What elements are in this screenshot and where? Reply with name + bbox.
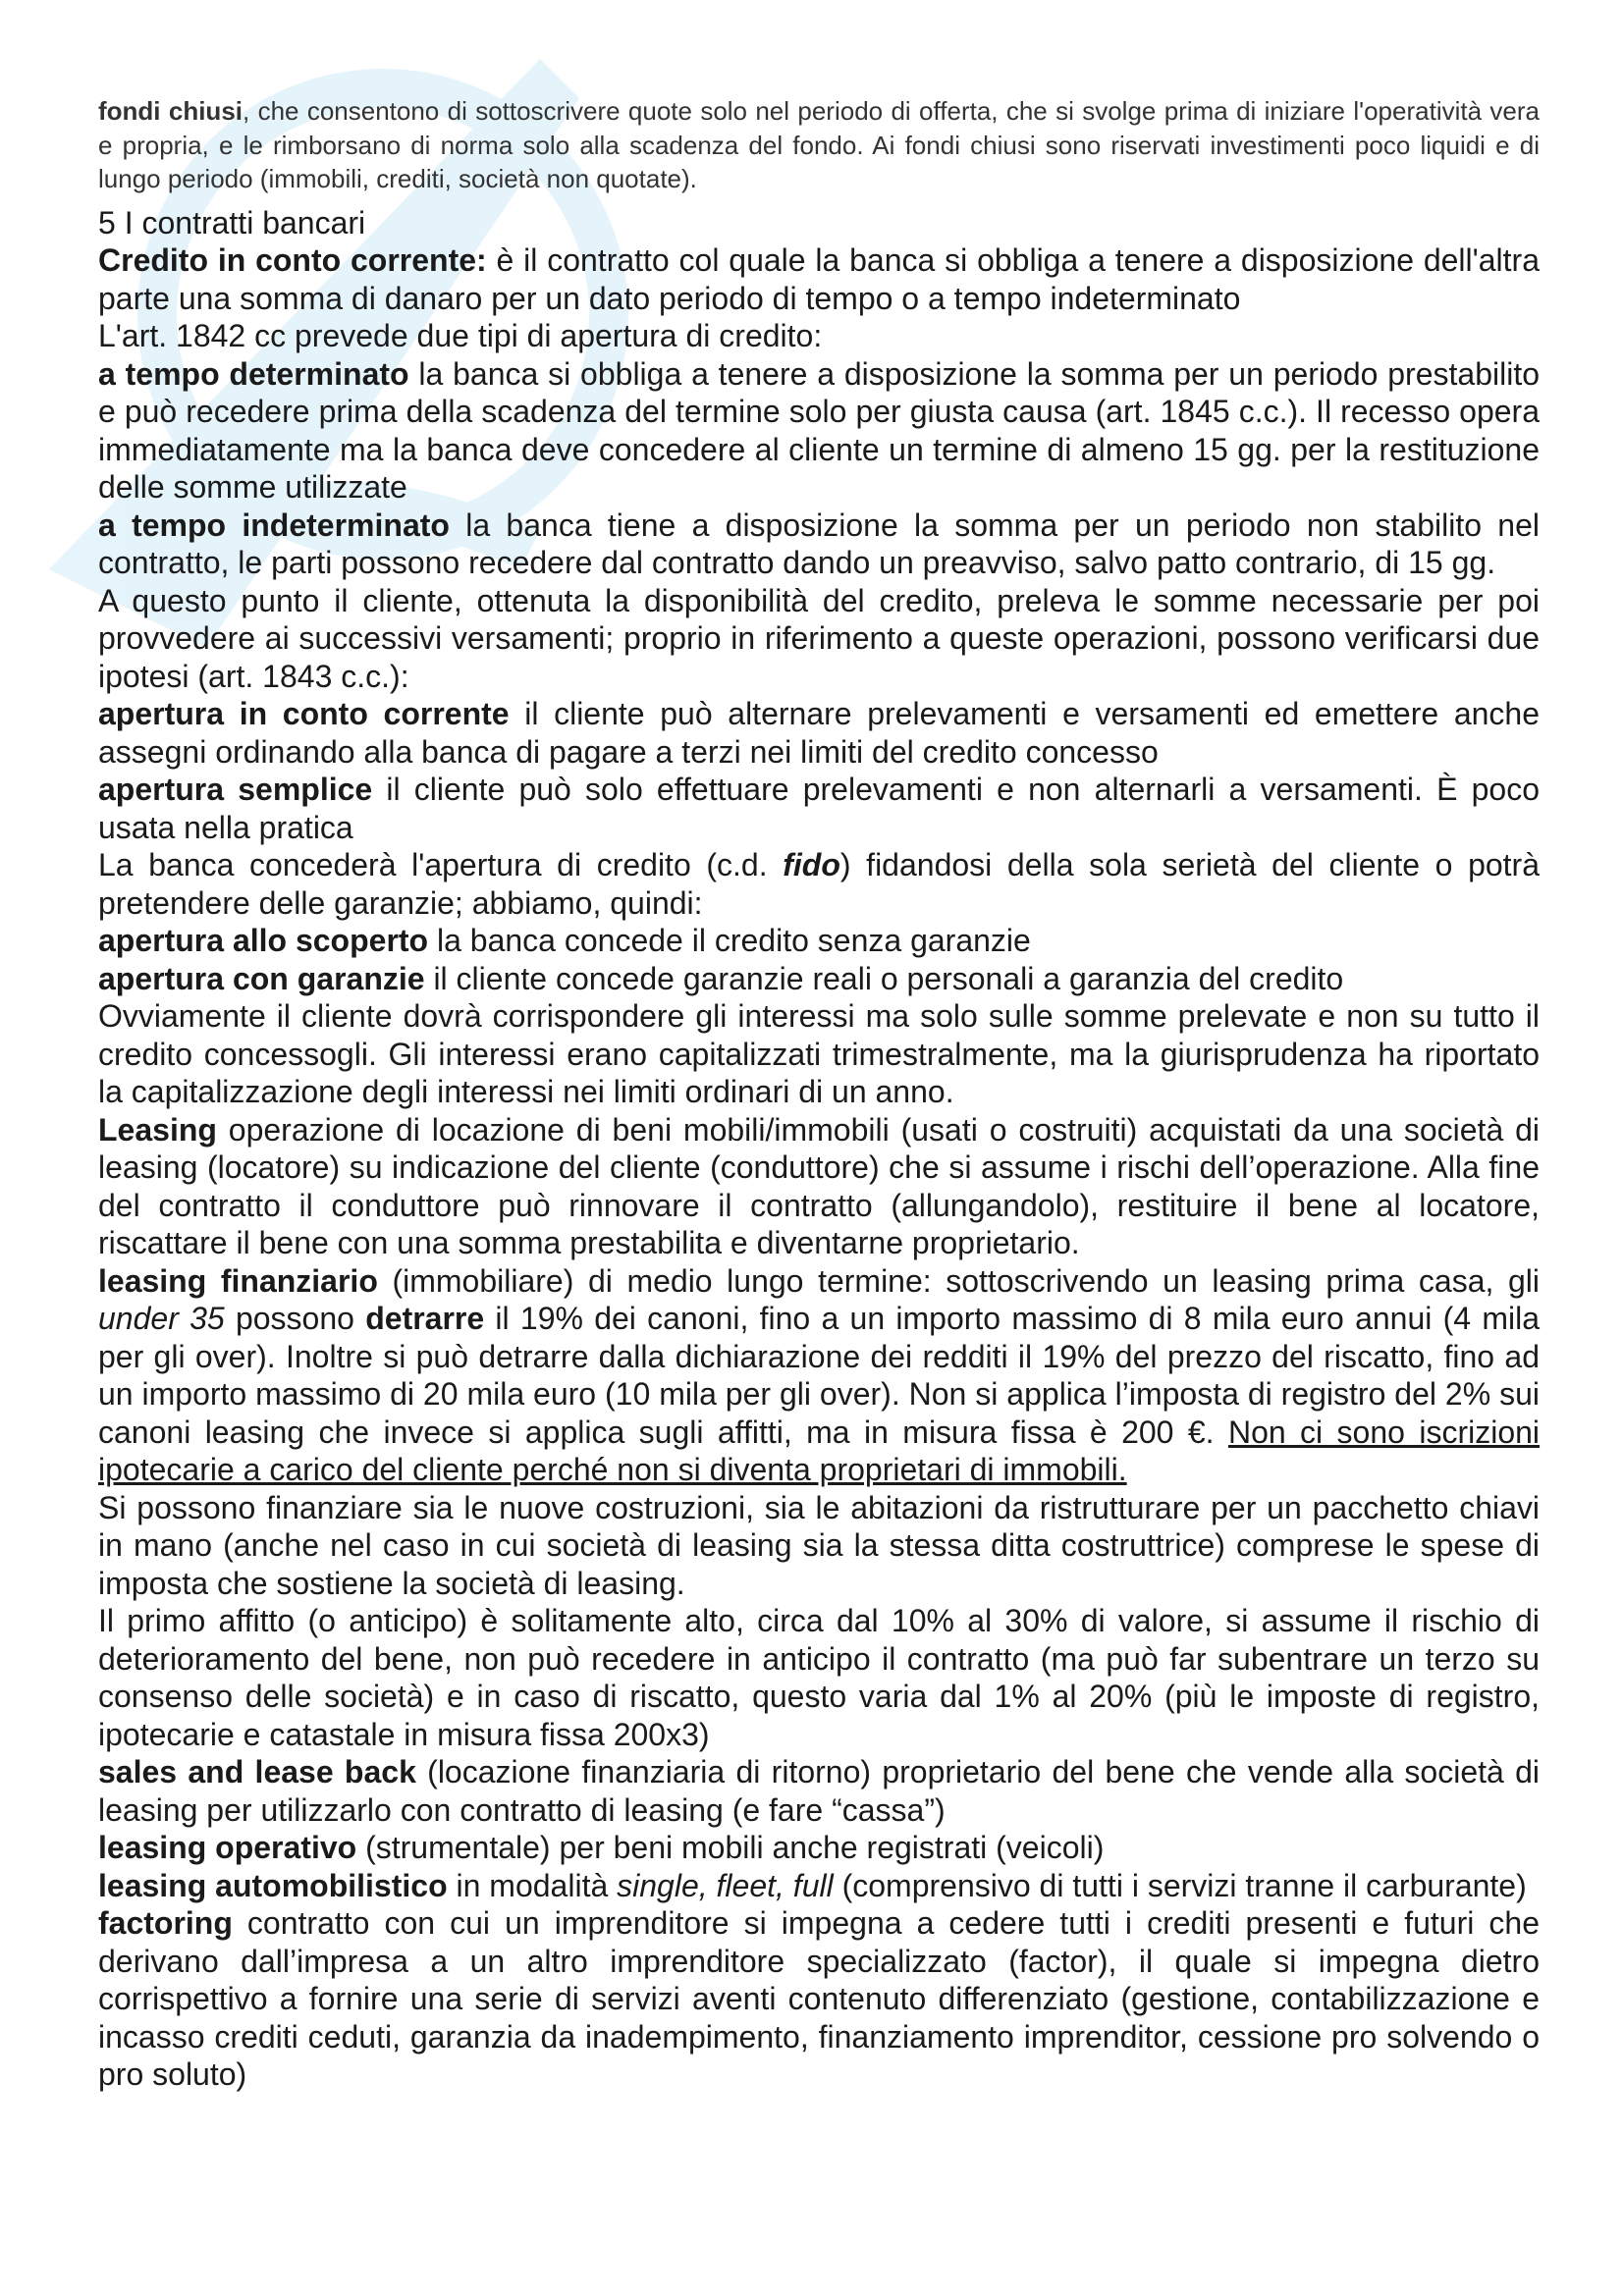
paragraph-leasing-finanziario [98, 1262, 1540, 1489]
credito-text: è il contratto col quale la banca si obbliga a tenere a disposizione dell'altra parte una somma di danaro per un dato periodo di tempo o a tempo indeterminato [98, 242, 1541, 316]
leasing-fin-text-1: (immobiliare) di medio lungo termine: sottoscrivendo un leasing prima casa, gli [377, 1262, 1541, 1299]
term-leasing-finanziario: leasing finanziario [98, 1262, 378, 1299]
term-apertura-semplice: apertura semplice [98, 772, 373, 807]
factoring-text: contratto con cui un imprenditore si impegna a cedere tutti i crediti presenti e futuri che derivano dall’impresa a un altro imprenditore specializzato (factor), il quale si impegna dietro corrispettivo a fornire una serie di servizi aventi contenuto differenziato (gestione, contabilizzazione e incasso crediti ceduti, garanzia da inadempimento, finanziamento imprenditor, cessione pro solvendo o pro soluto) [98, 1905, 1540, 2092]
paragraph-leasing-automobilistico [98, 1867, 1540, 1905]
apertura-cc-text: il cliente può alternare prelevamenti e versamenti ed emettere anche assegni ordinando alla banca di pagare a terzi nei limiti del credito concesso [98, 696, 1541, 770]
intro-paragraph [98, 94, 1540, 196]
term-leasing-automobilistico: leasing automobilistico [98, 1867, 448, 1903]
paragraph-finanziare: Si possono finanziare sia le nuove costruzioni, sia le abitazioni da ristrutturare per un pacchetto chiavi in mano (anche nel caso in cui società di leasing sia la stessa ditta costruttrice) comprese le spese di imposta che sostiene la società di leasing. [98, 1489, 1540, 1601]
paragraph-factoring [98, 1904, 1540, 2094]
intro-text: , che consentono di sottoscrivere quote solo nel periodo di offerta, che si svolge prima di iniziare l'operatività vera e propria, e le rimborsano di norma solo alla scadenza del fondo. Ai fondi chiusi sono riservati investimenti poco liquidi e di lungo periodo (immobili, crediti, società non quotate). [98, 96, 1540, 193]
paragraph-tempo-determinato [98, 355, 1540, 507]
paragraph-apertura-conto-corrente [98, 695, 1540, 771]
paragraph-apertura-garanzie [98, 960, 1540, 998]
term-under-35: under 35 [98, 1301, 225, 1336]
fido-post: ) fidandosi della sola serietà del cliente o potrà pretendere delle garanzie; abbiamo, quindi: [98, 847, 1541, 921]
term-fondi-chiusi: fondi chiusi [98, 96, 243, 126]
paragraph-leasing [98, 1111, 1540, 1262]
paragraph-art-1842: L'art. 1842 cc prevede due tipi di apertura di credito: [98, 318, 823, 353]
paragraph-questo-punto: A questo punto il cliente, ottenuta la disponibilità del credito, preleva le somme necessarie per poi provvedere ai successivi versamenti; proprio in riferimento a queste operazioni, possono verificarsi due ipotesi (art. 1843 c.c.): [98, 582, 1540, 694]
term-leasing: Leasing [98, 1111, 217, 1148]
paragraph-apertura-semplice [98, 771, 1540, 846]
term-factoring: factoring [98, 1905, 233, 1941]
indeterminato-text: la banca tiene a disposizione la somma per un periodo non stabilito nel contratto, le parti possono recedere dal contratto dando un preavviso, salvo patto contrario, di 15 gg. [98, 507, 1541, 580]
determinato-text: la banca si obbliga a tenere a disposizione la somma per un periodo prestabilito e può recedere prima della scadenza del termine solo per giusta causa (art. 1845 c.c.). Il recesso opera immediatamente ma la banca deve concedere al cliente un termine di almeno 15 gg. per la restituzione delle somme utilizzate [98, 355, 1541, 505]
paragraph-apertura-scoperto [98, 922, 1540, 960]
paragraph-sales-lease-back [98, 1753, 1540, 1829]
term-sales-lease-back: sales and lease back [98, 1754, 416, 1789]
apertura-semplice-text: il cliente può solo effettuare prelevamenti e non alternarli a versamenti. È poco usata nella pratica [98, 772, 1541, 845]
paragraph-ovviamente: Ovviamente il cliente dovrà corrispondere gli interessi ma solo sulle somme prelevate e non su tutto il credito concessogli. Gli interessi erano capitalizzati trimestralmente, ma la giurisprudenza ha riportato la capitalizzazione degli interessi nei limiti ordinari di un anno. [98, 998, 1540, 1109]
auto-text-2: (comprensivo di tutti i servizi tranne il carburante) [833, 1867, 1527, 1903]
paragraph-primo-affitto: Il primo affitto (o anticipo) è solitamente alto, circa dal 10% al 30% di valore, si assume il rischio di deterioramento del bene, non può recedere in anticipo il contratto (ma può far subentrare un terzo su consenso delle società) e in caso di riscatto, questo varia dal 1% al 20% (più le imposte di registro, ipotecarie e catastale in misura fissa 200x3) [98, 1603, 1540, 1752]
term-tempo-indeterminato: a tempo indeterminato [98, 507, 450, 543]
paragraph-fido [98, 846, 1540, 922]
leasing-fin-text-3: il 19% dei canoni, fino a un importo massimo di 8 mila euro annui (4 mila per gli over). Inoltre si può detrarre dalla dichiarazione dei redditi il 19% del prezzo del riscatto, fino ad un importo massimo di 20 mila euro (10 mila per gli over). Non si applica l’imposta di registro del 2% sui canoni leasing che invece si applica sugli affitti, ma in misura fissa è 200 €. [98, 1301, 1541, 1450]
term-fido: fido [783, 847, 840, 882]
paragraph-tempo-indeterminato [98, 507, 1540, 582]
section-title: 5 I contratti bancari [98, 204, 366, 240]
term-credito-conto-corrente: Credito in conto corrente: [98, 242, 487, 278]
document-page [98, 94, 1540, 2094]
term-apertura-conto-corrente: apertura in conto corrente [98, 696, 510, 731]
term-tempo-determinato: a tempo determinato [98, 355, 409, 392]
garanzie-text: il cliente concede garanzie reali o personali a garanzia del credito [424, 960, 1344, 996]
paragraph-leasing-operativo [98, 1829, 1540, 1867]
term-single-fleet-full: single, fleet, full [617, 1867, 834, 1903]
term-apertura-scoperto: apertura allo scoperto [98, 923, 429, 958]
scoperto-text: la banca concede il credito senza garanzie [428, 923, 1031, 958]
term-apertura-garanzie: apertura con garanzie [98, 960, 425, 996]
term-leasing-operativo: leasing operativo [98, 1830, 357, 1865]
leasing-text: operazione di locazione di beni mobili/immobili (usati o costruiti) acquistati da una società di leasing (locatore) su indicazione del cliente (conduttore) che si assume i rischi dell’operazione. Alla fine del contratto il conduttore può rinnovare il contratto (allungandolo), restituire il bene al locatore, riscattare il bene con una somma prestabilita e diventarne proprietario. [98, 1111, 1540, 1260]
leasing-fin-text-2: possono [224, 1301, 366, 1336]
term-detrarre: detrarre [365, 1301, 485, 1336]
sales-text: (locazione finanziaria di ritorno) proprietario del bene che vende alla società di leasing per utilizzarlo con contratto di leasing (e fare “cassa”) [98, 1754, 1541, 1828]
fido-pre: La banca concederà l'apertura di credito (c.d. [98, 847, 784, 882]
auto-text-1: in modalità [447, 1867, 618, 1903]
paragraph-credito-conto-corrente [98, 241, 1540, 317]
underlined-note: Non ci sono iscrizioni ipotecarie a carico del cliente perché non si diventa proprietari di immobili. [98, 1414, 1541, 1487]
operativo-text: (strumentale) per beni mobili anche registrati (veicoli) [356, 1830, 1105, 1865]
